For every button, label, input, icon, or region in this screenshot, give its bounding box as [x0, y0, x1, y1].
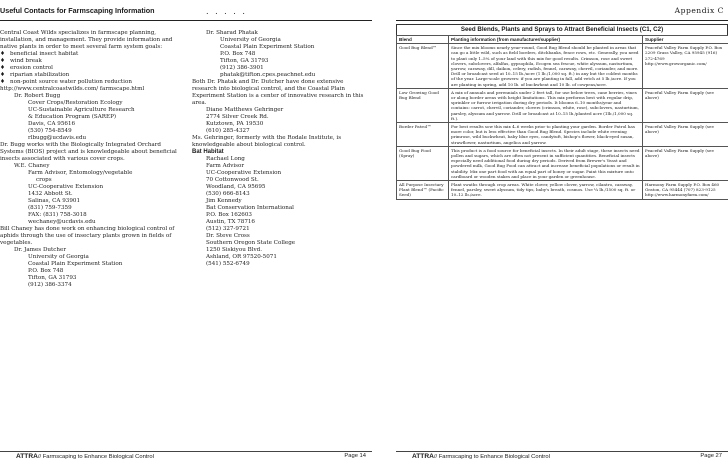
left-column-2	[192, 30, 370, 268]
gehringer-contact: Diane Matthews Gehringer 2774 Silver Creek Rd. Kutztown, PA 19530 (610) 285-4327	[206, 107, 284, 134]
blend-cell: All Purpose Insectary Plant Blend™ (Pacific Seed)	[397, 181, 449, 200]
left-header	[0, 6, 372, 21]
left-header-title: Useful Contacts for Farmscaping Information	[0, 6, 155, 15]
dutcher-contact: Dr. James Dutcher University of Georgia Coastal Plain Experiment Station P.O. Box 748 Tifton, GA 31793 (912) 386-3374	[14, 247, 123, 288]
supplier-cell: Peaceful Valley Farm Supply (see above)	[643, 88, 728, 122]
info-cell: Plant swaths through crop areas. White clover, yellow clover, yarrow, cilantro, caraway, fennel, parsley, sweet alyssum, tidy tips, baby's breath, cosmos. Use ¼ lb./1500 sq. ft. or 10–12 lb./acre.	[449, 181, 643, 200]
info-cell: A mix of annuals and perennials under 2 feet tall, for use below trees, cane berries, vines or along border areas with height limitations. This mix performs best with regular drip, sprinkler or furrow irrigation during dry periods. It blooms 6–10 months/year and contains: carrot, chervil, coriander, clovers (crimson, white, rose), subclovers, nasturtium, parsley, alyssum and yarrow. Drill or broadcast at 10–15 lb./planted acre (1lb./1,000 sq. ft.).	[449, 88, 643, 122]
diamond-bullet-icon: ♦	[0, 58, 6, 64]
bugg-contact: Dr. Robert Bugg Cover Crops/Restoration Ecology UC-Sustainable Agriculture Research & Education Program (SAREP) Davis, CA 95616 (530) 754-8549 rlbugg@ucdavis.edu	[0, 93, 178, 142]
goal-item: ♦ non-point source water pollution reduction	[0, 79, 132, 85]
central-coast-url[interactable]: http://www.centralcoastwilds.com/ farmscape.html	[0, 86, 145, 92]
column-header: Planting information (from manufacturer/supplier)	[449, 36, 643, 44]
supplier-cell: Peaceful Valley Farm Supply (see above)	[643, 123, 728, 147]
page-number: Page 14	[344, 453, 366, 459]
blend-cell: Low Growing Good Bug Blend	[397, 88, 449, 122]
phatak-contact: Dr. Sharad Phatak University of Georgia Coastal Plain Experiment Station P.O. Box 748 Tifton, GA 31793 (912) 386-3901 phatak@tifton.cpes.peachnet.edu	[192, 30, 370, 79]
supplier-cell: Peaceful Valley Farm Supply (see above)	[643, 146, 728, 180]
page-number: Page 27	[700, 453, 722, 459]
info-cell: This product is a food source for beneficial insects. In their adult stage, these insects need pollen and sugars, which are often not present in sufficient quantities. Beneficial insects especially need additional food during dry periods. Derived from Brewer's Yeast and powdered milk, Good Bug Food can attract and increase beneficial populations or result in stability. Mix one part food with an equal part of honey or sugar. Paint this mixture onto cardboard or wooden stakes and place in your garden or greenhouse.	[449, 146, 643, 180]
column-header: Supplier	[643, 36, 728, 44]
right-page	[384, 0, 728, 471]
right-footer	[396, 451, 728, 465]
chaney-note: Bill Chaney has done work on enhancing biological control of aphids through the use of insectary plants grown in fields of vegetables.	[0, 226, 175, 246]
info-cell: For best results sow this mix 4–6 weeks prior to planting your garden. Border Patrol has more color, but is less effective than Good Bug Blend. Species include white evening primrose, wild buckwheat, baby blue eyes, candytuft, bishop's flower, black-eyed susan, strawflower, nasturtium, angelica and yarrow.	[449, 123, 643, 147]
cross-contact: Dr. Steve Cross Southern Oregon State College 1250 Siskiyou Blvd. Ashland, OR 97520-5071 (541) 552-6749	[206, 233, 296, 267]
bugg-note: Dr. Bugg works with the Biologically Integrated Orchard Systems (BIOS) project and is knowledgeable about beneficial insects associated with various cover crops.	[0, 142, 177, 162]
chaney-contact: W.E. Chaney Farm Advisor, Entomology/vegetable crops UC-Cooperative Extension 1432 Abbott St. Salinas, CA 93901 (831) 759-7359 FAX: (831) 758-3018 wechaney@ucdavis.edu	[0, 163, 178, 226]
table-row	[397, 123, 728, 147]
table-title: Seed Blends, Plants and Sprays to Attract Beneficial Insects (C1, C2)	[396, 24, 728, 36]
supplier-cell: Peaceful Valley Farm Supply P.O. Box 2209 Grass Valley, CA 95945 (916) 272-4769 http://www.groworganic.com/	[643, 44, 728, 89]
goals-list	[0, 51, 178, 86]
diamond-bullet-icon: ♦	[0, 72, 6, 78]
goal-item: ♦ erosion control	[0, 65, 53, 71]
left-header-dots: . . . . .	[206, 7, 247, 16]
blend-cell: Good Bug Food (Spray)	[397, 146, 449, 180]
chaney-email[interactable]: wechaney@ucdavis.edu	[28, 219, 96, 225]
table-row	[397, 181, 728, 200]
kennedy-contact: Jim Kennedy Bat Conservation International P.O. Box 162603 Austin, TX 78716 (512) 327-9721	[206, 198, 294, 232]
gehringer-note: Ms. Gehringer, formerly with the Rodale Institute, is knowledgeable about biological control.	[192, 135, 342, 148]
footer-rule	[396, 451, 728, 452]
right-header	[396, 6, 728, 21]
blend-cell: Border Patrol™	[397, 123, 449, 147]
bugg-email[interactable]: rlbugg@ucdavis.edu	[28, 135, 87, 141]
footer-brand: ATTRA// Farmscaping to Enhance Biological Control	[412, 453, 550, 460]
diamond-bullet-icon: ♦	[0, 79, 6, 85]
left-footer	[0, 451, 372, 465]
phatak-email[interactable]: phatak@tifton.cpes.peachnet.edu	[220, 72, 316, 78]
diamond-bullet-icon: ♦	[0, 51, 6, 57]
intro-paragraph: Central Coast Wilds specializes in farmscape planning, installation, and management. They provide information and native plants in order to meet several farm system goals:	[0, 30, 173, 50]
diamond-bullet-icon: ♦	[0, 65, 6, 71]
footer-brand: ATTRA// Farmscaping to Enhance Biological Control	[16, 453, 154, 460]
info-cell: Since the mix blooms nearly year-round, Good Bug Blend should be planted in areas that can go a little wild, such as field borders, ditchbanks, fence rows, etc. Generally, you need to plant only 1–5% of your land with this mix for good results. Crimson, rose and sweet clovers, subclovers, alfalfas, gypsophila, Ecogen sea fescue, white alyssum, nasturtium, yarrow, caraway, dill, daikon, celery, radish, fennel, caraway, chervil, coriander, and more. Drill or broadcast seed at 10–15 lb./acre (1 lb./1,000 sq. ft.) in any but the coldest months of the year. Large-scale growers: if you are planting in fall, add vetch at 5 lb./acre. If you are planting in spring, add 10 lb. of buckwheat and 10 lb. of cowpeas/acre.	[449, 44, 643, 89]
table-row	[397, 44, 728, 89]
long-contact: Rachael Long Farm Advisor UC-Cooperative Extension 70 Cottonwood St. Woodland, CA 95695 (530) 666-8143	[206, 156, 282, 197]
column-header: Blend	[397, 36, 449, 44]
table-row	[397, 146, 728, 180]
bat-habitat-heading: Bat Habitat	[192, 149, 224, 155]
seed-blends-table	[396, 35, 728, 200]
footer-rule	[0, 451, 372, 452]
phatak-note: Both Dr. Phatak and Dr. Dutcher have done extensive research into biological control, and the Coastal Plain Experiment Station is a center of innovative research in this area.	[192, 79, 364, 106]
table-header-row	[397, 36, 728, 44]
blend-cell: Good Bug Blend™	[397, 44, 449, 89]
goal-item: ♦ beneficial insect habitat	[0, 51, 79, 57]
supplier-cell: Harmony Farm Supply P.O. Box 460 Graton, CA 95444 (707) 823-9125 http://www.harmonyfarm.com/	[643, 181, 728, 200]
appendix-title: Appendix C	[674, 6, 724, 15]
left-column-1	[0, 30, 178, 289]
table-row	[397, 88, 728, 122]
goal-item: ♦ wind break	[0, 58, 42, 64]
goal-item: ♦ riparian stabilization	[0, 72, 70, 78]
